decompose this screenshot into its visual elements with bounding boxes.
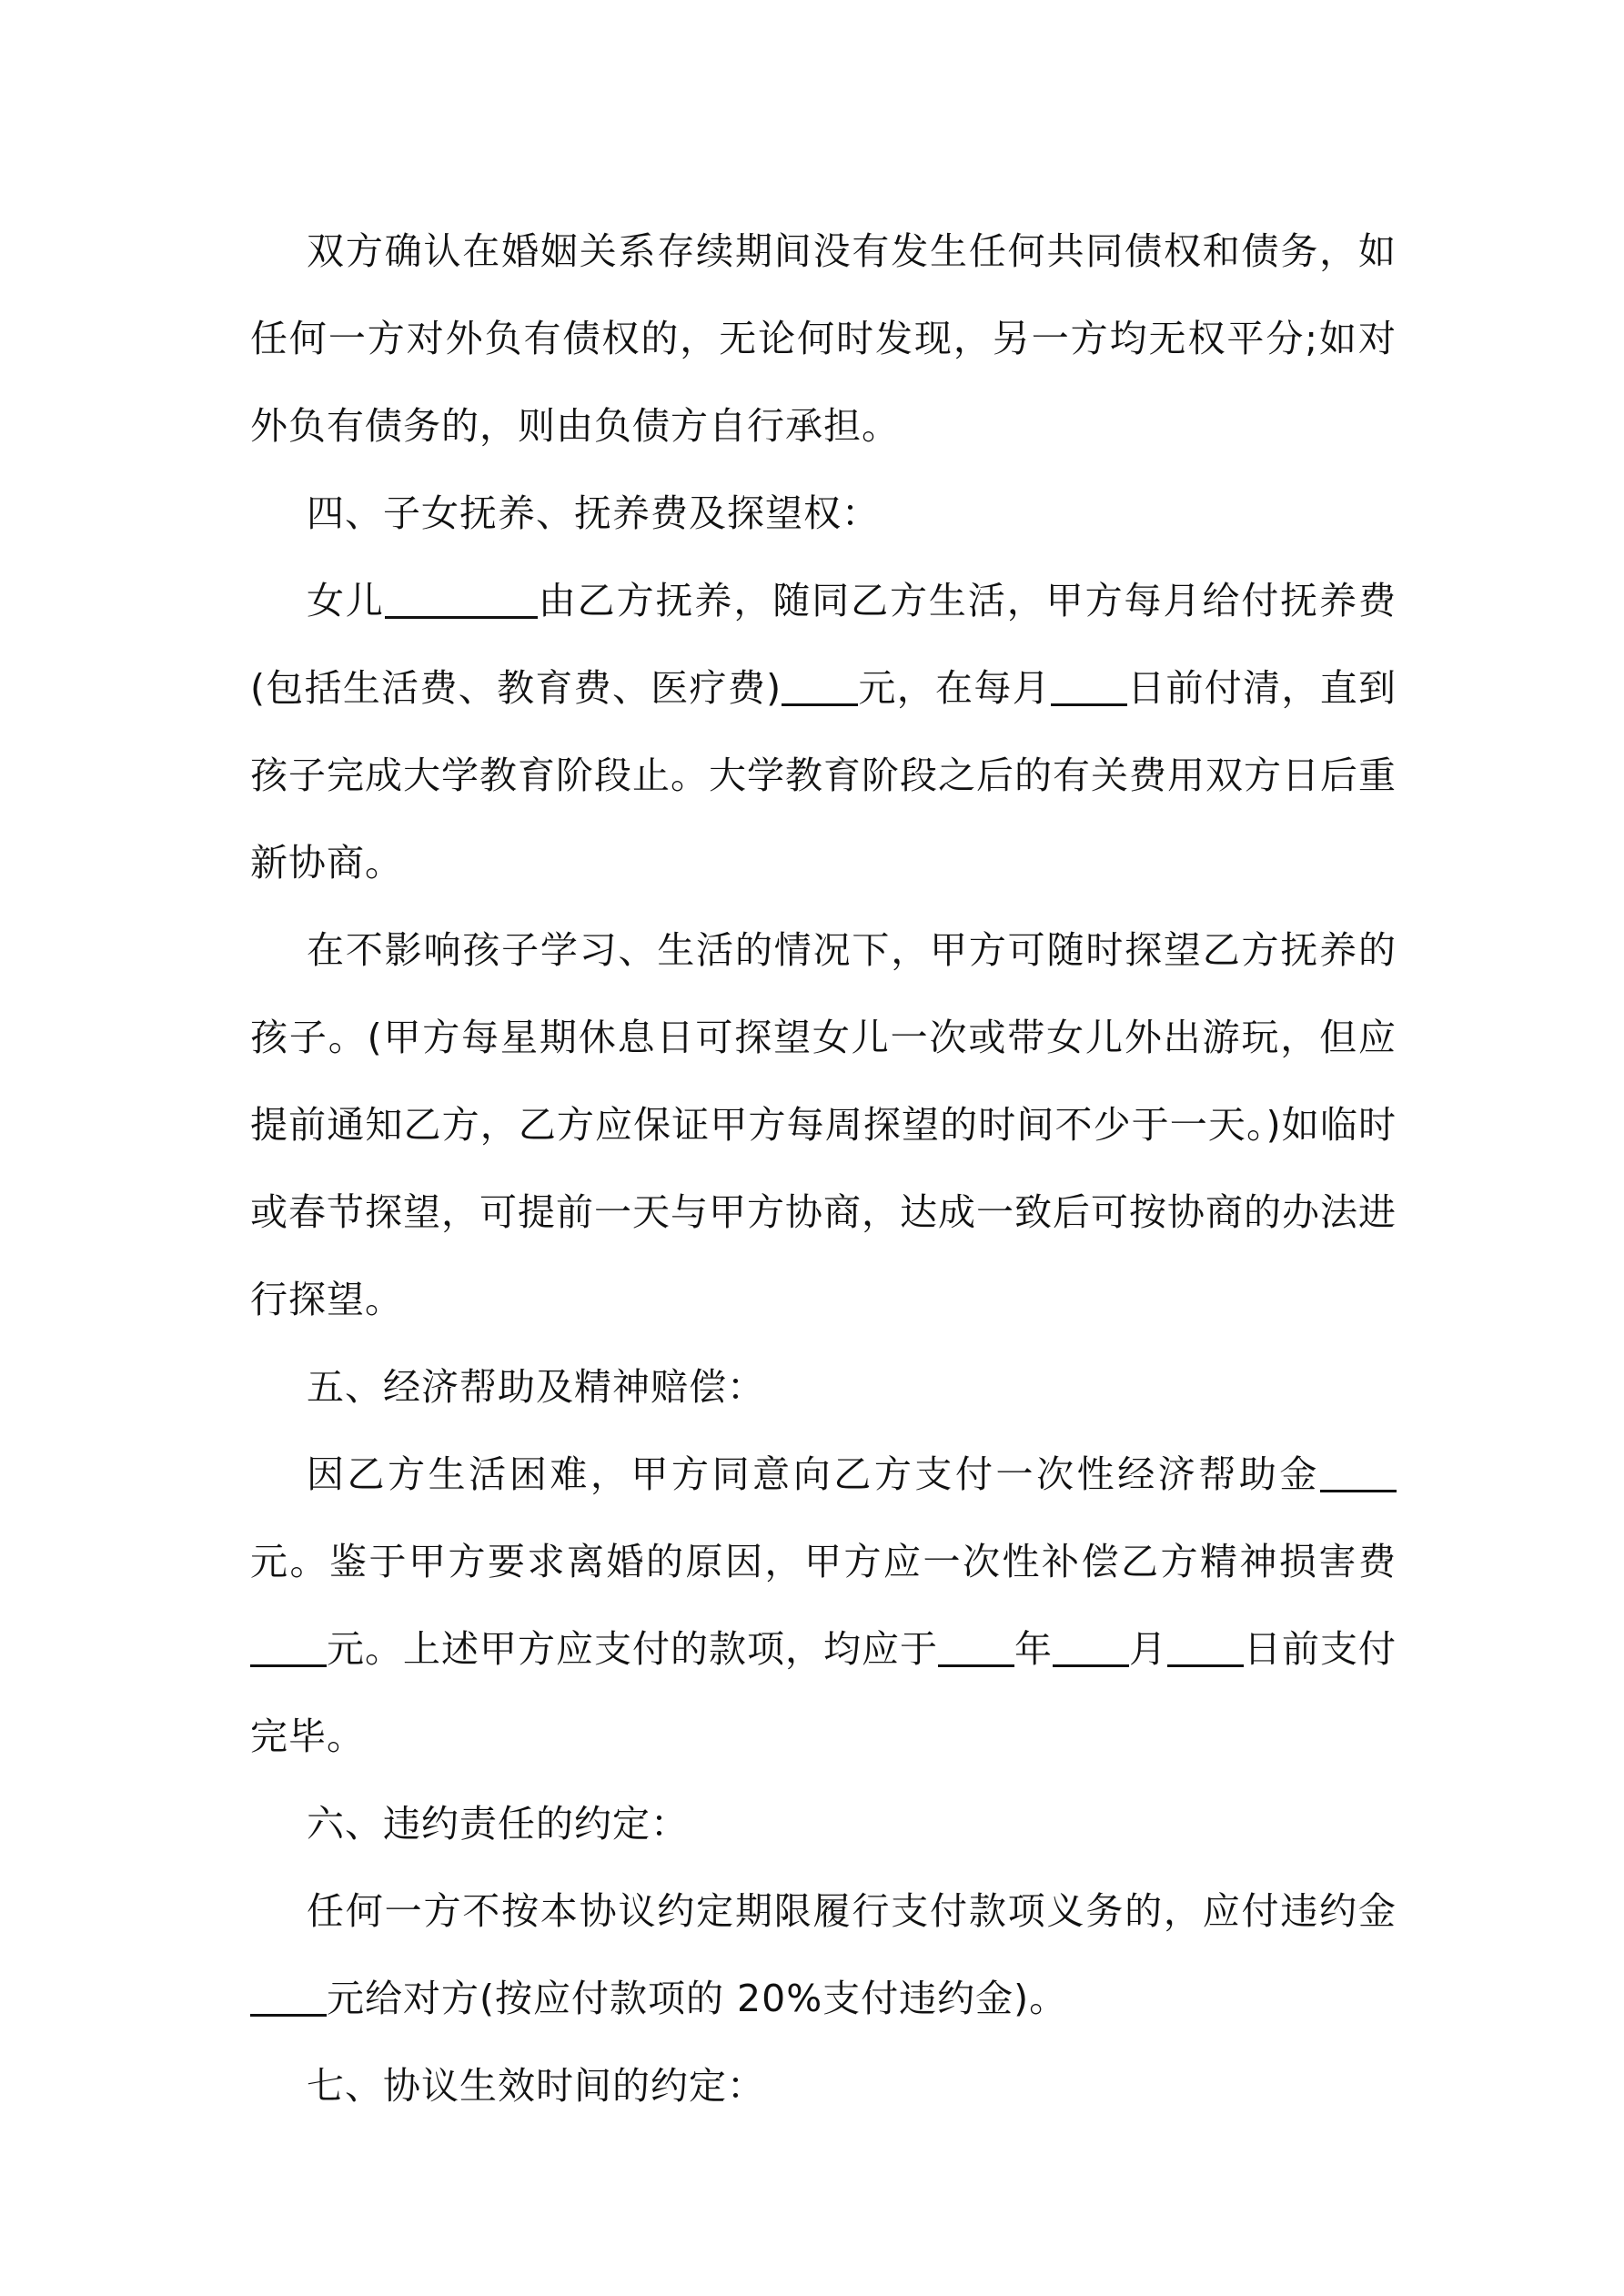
child-support-text-c: 元，在每月: [858, 666, 1051, 710]
penalty-text-b: 元给对方(按应付款项的 20%支付违约金)。: [327, 1977, 1068, 2020]
document-body: [250, 207, 1397, 2129]
compensation-text-f: 日前支付完毕。: [250, 1627, 1397, 1758]
section-heading-5-text: 五、经济帮助及精神赔偿：: [307, 1365, 765, 1409]
child-support-text-d: 日前付清，直到孩子完成大学教育阶段止。大学教育阶段之后的有关费用双方日后重新协商。: [250, 666, 1397, 885]
paragraph-compensation: [250, 1431, 1397, 1780]
blank-year: [938, 1624, 1014, 1667]
section-heading-6: [250, 1780, 1397, 1867]
blank-pay-day: [1051, 663, 1127, 706]
paragraph-visitation: [250, 906, 1397, 1343]
compensation-text-b: 元。鉴于甲方要求离婚的原因，甲方应一次性补偿乙方精神损害费: [250, 1540, 1397, 1583]
blank-assistance-amount: [1320, 1450, 1397, 1492]
section-heading-7-text: 七、协议生效时间的约定：: [307, 2064, 765, 2108]
blank-penalty-amount: [250, 1974, 327, 2017]
blank-day: [1167, 1624, 1244, 1667]
section-heading-7: [250, 2042, 1397, 2129]
compensation-text-d: 年: [1014, 1627, 1053, 1671]
blank-daughter-name: [385, 576, 538, 619]
blank-support-amount: [782, 663, 858, 706]
paragraph-debts-text: 双方确认在婚姻关系存续期间没有发生任何共同债权和债务，如任何一方对外负有债权的，无论何时发现，另一方均无权平分;如对外负有债务的，则由负债方自行承担。: [250, 229, 1397, 448]
compensation-text-e: 月: [1129, 1627, 1167, 1671]
child-support-text-b: 由乙方抚养，随同乙方生活，甲方每月给付抚养费(包括生活费、教育费、医疗费): [250, 579, 1397, 710]
paragraph-penalty: [250, 1867, 1397, 2042]
paragraph-child-support: [250, 557, 1397, 906]
paragraph-visitation-text: 在不影响孩子学习、生活的情况下，甲方可随时探望乙方抚养的孩子。(甲方每星期休息日可探望女儿一次或带女儿外出游玩，但应提前通知乙方，乙方应保证甲方每周探望的时间不少于一天。)如临时或春节探望，可提前一天与甲方协商，达成一致后可按协商的办法进行探望。: [250, 928, 1397, 1321]
blank-month: [1053, 1624, 1129, 1667]
penalty-text-a: 任何一方不按本协议约定期限履行支付款项义务的，应付违约金: [307, 1889, 1397, 1933]
section-heading-4-text: 四、子女抚养、抚养费及探望权：: [307, 491, 880, 535]
section-heading-4: [250, 470, 1397, 557]
child-support-text-a: 女儿: [307, 579, 385, 622]
section-heading-6-text: 六、违约责任的约定：: [307, 1802, 689, 1846]
compensation-text-a: 因乙方生活困难，甲方同意向乙方支付一次性经济帮助金: [307, 1452, 1320, 1496]
compensation-text-c: 元。上述甲方应支付的款项，均应于: [327, 1627, 938, 1671]
section-heading-5: [250, 1343, 1397, 1431]
blank-damages-amount: [250, 1624, 327, 1667]
paragraph-debts: [250, 207, 1397, 470]
